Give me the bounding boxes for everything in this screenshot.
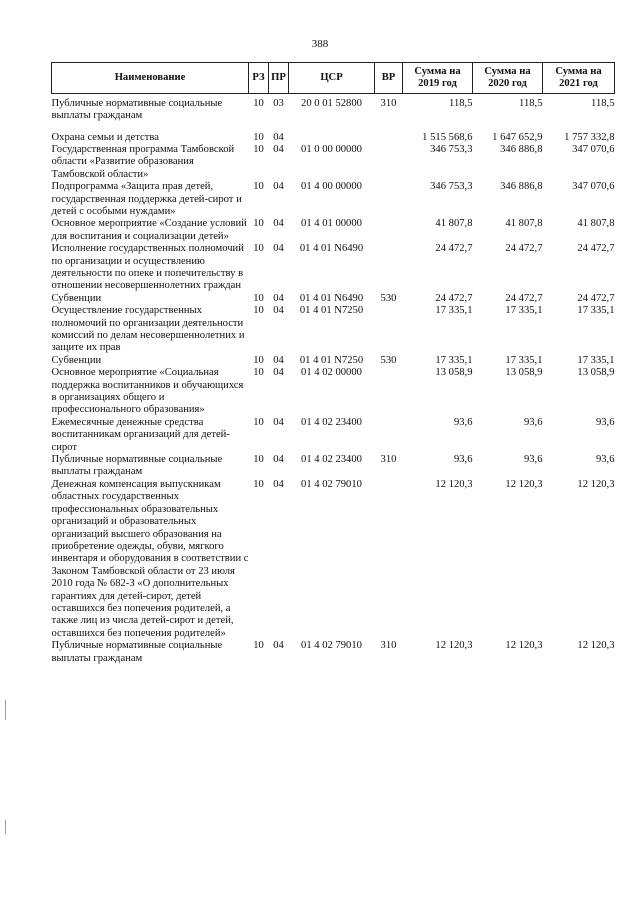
row-vr bbox=[375, 479, 403, 640]
table-row bbox=[52, 417, 615, 454]
row-vr: 310 bbox=[380, 640, 397, 652]
row-sum-2021: 1 757 332,8 bbox=[564, 131, 615, 143]
header-pr: ПР bbox=[269, 63, 289, 94]
row-csr: 01 4 02 79010 bbox=[301, 478, 362, 490]
row-sum-2020: 1 647 652,9 bbox=[492, 131, 543, 143]
row-csr: 01 4 01 N6490 bbox=[299, 243, 364, 255]
header-sum-2021: Сумма на 2021 год bbox=[543, 63, 615, 94]
row-sum-2019: 17 335,1 bbox=[435, 354, 473, 366]
row-sum-2020: 346 886,8 bbox=[500, 181, 543, 193]
row-sum-2020: 93,6 bbox=[523, 416, 543, 428]
row-sum-2021: 12 120,3 bbox=[577, 640, 615, 652]
row-name: Основное мероприятие «Создание условий для воспитания и социализации детей» bbox=[51, 218, 247, 242]
row-sum-2021: 24 472,7 bbox=[577, 243, 615, 255]
table-row bbox=[52, 218, 615, 243]
row-pr: 04 bbox=[273, 305, 284, 317]
header-sum-2019: Сумма на 2019 год bbox=[403, 63, 473, 94]
row-vr bbox=[375, 305, 403, 355]
row-csr bbox=[289, 132, 375, 144]
row-sum-2021: 17 335,1 bbox=[577, 305, 615, 317]
row-rz: 10 bbox=[253, 243, 264, 255]
row-sum-2020: 12 120,3 bbox=[505, 640, 543, 652]
row-name: Охрана семьи и детства bbox=[51, 131, 159, 143]
row-vr bbox=[375, 243, 403, 293]
row-sum-2021: 41 807,8 bbox=[577, 218, 615, 230]
row-vr bbox=[375, 181, 403, 218]
row-pr: 04 bbox=[273, 416, 284, 428]
row-pr: 04 bbox=[273, 478, 284, 490]
row-pr: 04 bbox=[273, 640, 284, 652]
row-pr: 04 bbox=[273, 367, 284, 379]
row-rz: 10 bbox=[253, 143, 264, 155]
row-sum-2019: 13 058,9 bbox=[435, 367, 473, 379]
row-pr: 04 bbox=[273, 243, 284, 255]
row-rz: 10 bbox=[253, 292, 264, 304]
row-pr: 03 bbox=[273, 98, 284, 109]
row-csr: 01 4 01 N6490 bbox=[299, 292, 364, 304]
header-vr: ВР bbox=[375, 63, 403, 94]
table-row bbox=[52, 132, 615, 144]
row-name: Подпрограмма «Защита прав детей, государственная поддержка детей-сирот и детей с особыми нуждами» bbox=[51, 181, 242, 217]
row-csr: 01 4 01 00000 bbox=[301, 218, 362, 230]
table-row bbox=[52, 144, 615, 181]
row-pr: 04 bbox=[273, 131, 284, 143]
row-sum-2021: 93,6 bbox=[595, 416, 615, 428]
row-sum-2019: 41 807,8 bbox=[435, 218, 473, 230]
row-csr: 01 4 00 00000 bbox=[301, 181, 362, 193]
row-vr bbox=[375, 367, 403, 417]
row-rz: 10 bbox=[253, 354, 264, 366]
row-name: Субвенции bbox=[51, 354, 102, 366]
row-csr: 01 4 02 23400 bbox=[301, 454, 362, 466]
row-pr: 04 bbox=[273, 354, 284, 366]
table-header-row bbox=[52, 63, 615, 94]
row-sum-2019: 17 335,1 bbox=[435, 305, 473, 317]
row-sum-2020: 17 335,1 bbox=[505, 354, 543, 366]
row-pr: 04 bbox=[273, 292, 284, 304]
table-body bbox=[52, 94, 615, 665]
row-rz: 10 bbox=[253, 640, 264, 652]
row-sum-2020: 12 120,3 bbox=[505, 478, 543, 490]
row-pr: 04 bbox=[273, 218, 284, 230]
table-row bbox=[52, 355, 615, 367]
row-vr bbox=[375, 218, 403, 243]
row-vr bbox=[375, 417, 403, 454]
row-rz: 10 bbox=[253, 218, 264, 230]
row-sum-2021: 13 058,9 bbox=[577, 367, 615, 379]
row-vr: 530 bbox=[380, 354, 397, 366]
row-sum-2019: 93,6 bbox=[453, 416, 473, 428]
row-rz: 10 bbox=[253, 131, 264, 143]
row-rz: 10 bbox=[253, 454, 264, 466]
row-sum-2021: 93,6 bbox=[595, 454, 615, 466]
row-rz: 10 bbox=[253, 98, 264, 109]
scan-edge-line bbox=[5, 820, 6, 834]
row-sum-2019: 24 472,7 bbox=[435, 292, 473, 304]
row-sum-2019: 346 753,3 bbox=[430, 143, 473, 155]
row-sum-2021: 118,5 bbox=[591, 98, 615, 109]
row-name: Денежная компенсация выпускникам областных государственных профессиональных образовательных организаций и образовательных организаций высшего образования на приобретение одежды, обуви, мягкого инвентаря и оборудования в соответствии с Законом Тамбовской области от 23 июля 2010 года № 682-З «О дополнительных гарантиях для детей-сирот, детей оставшихся без попечения родителей, а также лиц из числа детей-сирот и детей, оставшихся без попечения родителей» bbox=[51, 478, 249, 639]
row-vr bbox=[375, 144, 403, 181]
table-row bbox=[52, 94, 615, 132]
row-sum-2019: 1 515 568,6 bbox=[422, 131, 473, 143]
table-row bbox=[52, 181, 615, 218]
table-row bbox=[52, 243, 615, 293]
row-pr: 04 bbox=[273, 181, 284, 193]
table-row bbox=[52, 454, 615, 479]
row-name: Государственная программа Тамбовской области «Развитие образования Тамбовской области» bbox=[51, 143, 235, 180]
row-sum-2019: 93,6 bbox=[453, 454, 473, 466]
row-name: Публичные нормативные социальные выплаты гражданам bbox=[51, 640, 223, 664]
row-name: Публичные нормативные социальные выплаты гражданам bbox=[51, 98, 223, 122]
row-sum-2020: 24 472,7 bbox=[505, 243, 543, 255]
row-vr: 310 bbox=[380, 98, 397, 109]
row-vr: 310 bbox=[380, 454, 397, 466]
budget-table bbox=[51, 62, 615, 665]
row-name: Исполнение государственных полномочий по организации и осуществлению деятельности по опеке и попечительству в отношении несовершеннолетних граждан bbox=[51, 243, 244, 292]
table-row bbox=[52, 305, 615, 355]
row-sum-2021: 17 335,1 bbox=[577, 354, 615, 366]
row-csr: 01 4 02 79010 bbox=[301, 640, 362, 652]
row-sum-2020: 13 058,9 bbox=[505, 367, 543, 379]
row-sum-2019: 12 120,3 bbox=[435, 640, 473, 652]
row-rz: 10 bbox=[253, 305, 264, 317]
row-csr: 01 0 00 00000 bbox=[301, 143, 362, 155]
row-csr: 01 4 02 23400 bbox=[301, 416, 362, 428]
row-rz: 10 bbox=[253, 367, 264, 379]
row-sum-2020: 118,5 bbox=[519, 98, 543, 109]
row-sum-2020: 93,6 bbox=[523, 454, 543, 466]
row-name: Основное мероприятие «Социальная поддержка воспитанников и обучающихся в организациях общего и профессионального образования» bbox=[51, 367, 244, 416]
row-sum-2020: 41 807,8 bbox=[505, 218, 543, 230]
row-csr: 01 4 01 N7250 bbox=[299, 305, 364, 317]
row-sum-2019: 118,5 bbox=[449, 98, 473, 109]
header-sum-2020: Сумма на 2020 год bbox=[473, 63, 543, 94]
row-pr: 04 bbox=[273, 143, 284, 155]
table-row bbox=[52, 479, 615, 640]
row-csr: 01 4 01 N7250 bbox=[299, 354, 364, 366]
row-name: Публичные нормативные социальные выплаты гражданам bbox=[51, 454, 223, 478]
row-vr: 530 bbox=[380, 292, 397, 304]
row-rz: 10 bbox=[253, 478, 264, 490]
table-row bbox=[52, 293, 615, 305]
row-pr: 04 bbox=[273, 454, 284, 466]
row-name: Осуществление государственных полномочий по организации деятельности комиссий по делам несовершеннолетних и защите их прав bbox=[51, 305, 245, 354]
row-csr: 01 4 02 00000 bbox=[301, 367, 362, 379]
row-name: Субвенции bbox=[51, 292, 102, 304]
row-rz: 10 bbox=[253, 416, 264, 428]
header-rz: РЗ bbox=[249, 63, 269, 94]
row-sum-2021: 24 472,7 bbox=[577, 292, 615, 304]
row-rz: 10 bbox=[253, 181, 264, 193]
row-sum-2021: 347 070,6 bbox=[572, 143, 615, 155]
row-vr bbox=[375, 132, 403, 144]
header-csr: ЦСР bbox=[289, 63, 375, 94]
row-sum-2019: 346 753,3 bbox=[430, 181, 473, 193]
row-sum-2019: 24 472,7 bbox=[435, 243, 473, 255]
row-sum-2021: 12 120,3 bbox=[577, 478, 615, 490]
row-csr: 20 0 01 52800 bbox=[301, 98, 362, 109]
row-sum-2019: 12 120,3 bbox=[435, 478, 473, 490]
page-number: 388 bbox=[311, 38, 329, 50]
scan-edge-line bbox=[5, 700, 6, 720]
row-sum-2020: 24 472,7 bbox=[505, 292, 543, 304]
table-row bbox=[52, 640, 615, 665]
row-name: Ежемесячные денежные средства воспитанникам организаций для детей-сирот bbox=[51, 416, 230, 453]
header-name: Наименование bbox=[52, 63, 249, 94]
table-row bbox=[52, 367, 615, 417]
row-sum-2020: 17 335,1 bbox=[505, 305, 543, 317]
row-sum-2020: 346 886,8 bbox=[500, 143, 543, 155]
row-sum-2021: 347 070,6 bbox=[572, 181, 615, 193]
